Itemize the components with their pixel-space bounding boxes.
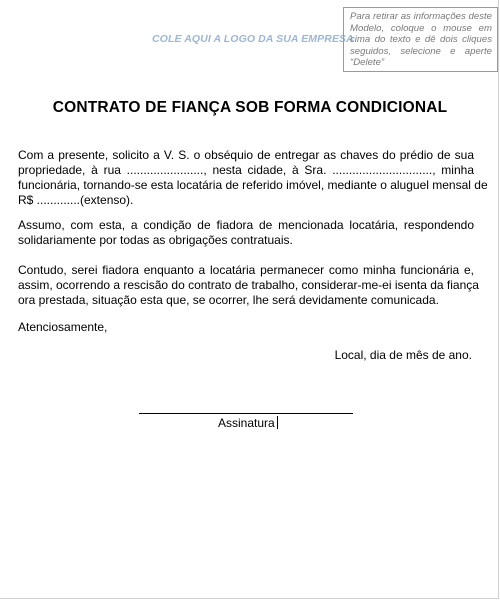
closing-text[interactable]: Atenciosamente,: [18, 320, 108, 334]
paragraph-line: R$ .............(extenso).: [18, 193, 134, 207]
paragraph-line: Contudo, serei fiadora enquanto a locatária permanecer como minha funcionária e,: [18, 263, 474, 277]
paragraph-request[interactable]: [18, 148, 488, 208]
signature-line: [139, 413, 353, 414]
text-cursor: [277, 416, 278, 429]
paragraph-guarantor[interactable]: [18, 218, 474, 248]
signature-label: Assinatura: [218, 416, 275, 430]
paragraph-line: Assumo, com esta, a condição de fiadora de mencionada locatária, respondendo: [18, 218, 474, 232]
instructions-note[interactable]: Para retirar as informações deste Modelo, coloque o mouse em cima do texto e dê dois cliques seguidos, selecione e aperte “Delete”: [343, 7, 498, 72]
paragraph-line: Com a presente, solicito a V. S. o obséquio de entregar as chaves do prédio de sua: [18, 148, 474, 162]
place-date-text[interactable]: Local, dia de mês de ano.: [334, 348, 472, 362]
paragraph-line: assim, ocorrendo a rescisão do contrato de trabalho, considerar-me-ei isenta da fiança: [18, 278, 479, 292]
signature-block[interactable]: [218, 416, 278, 430]
logo-placeholder[interactable]: COLE AQUI A LOGO DA SUA EMPRESA: [152, 33, 354, 45]
paragraph-line: funcionária, tornando-se esta locatária de referido imóvel, mediante o aluguel mensal de: [18, 178, 488, 192]
paragraph-line: solidariamente por todas as obrigações contratuais.: [18, 233, 293, 247]
paragraph-line: propriedade, à rua ......................., nesta cidade, à Sra. .............................., minha: [18, 163, 474, 177]
paragraph-line: ora prestada, situação esta que, se ocorrer, lhe será devidamente comunicada.: [18, 293, 439, 307]
paragraph-condition[interactable]: [18, 263, 479, 308]
document-title: CONTRATO DE FIANÇA SOB FORMA CONDICIONAL: [52, 99, 448, 116]
